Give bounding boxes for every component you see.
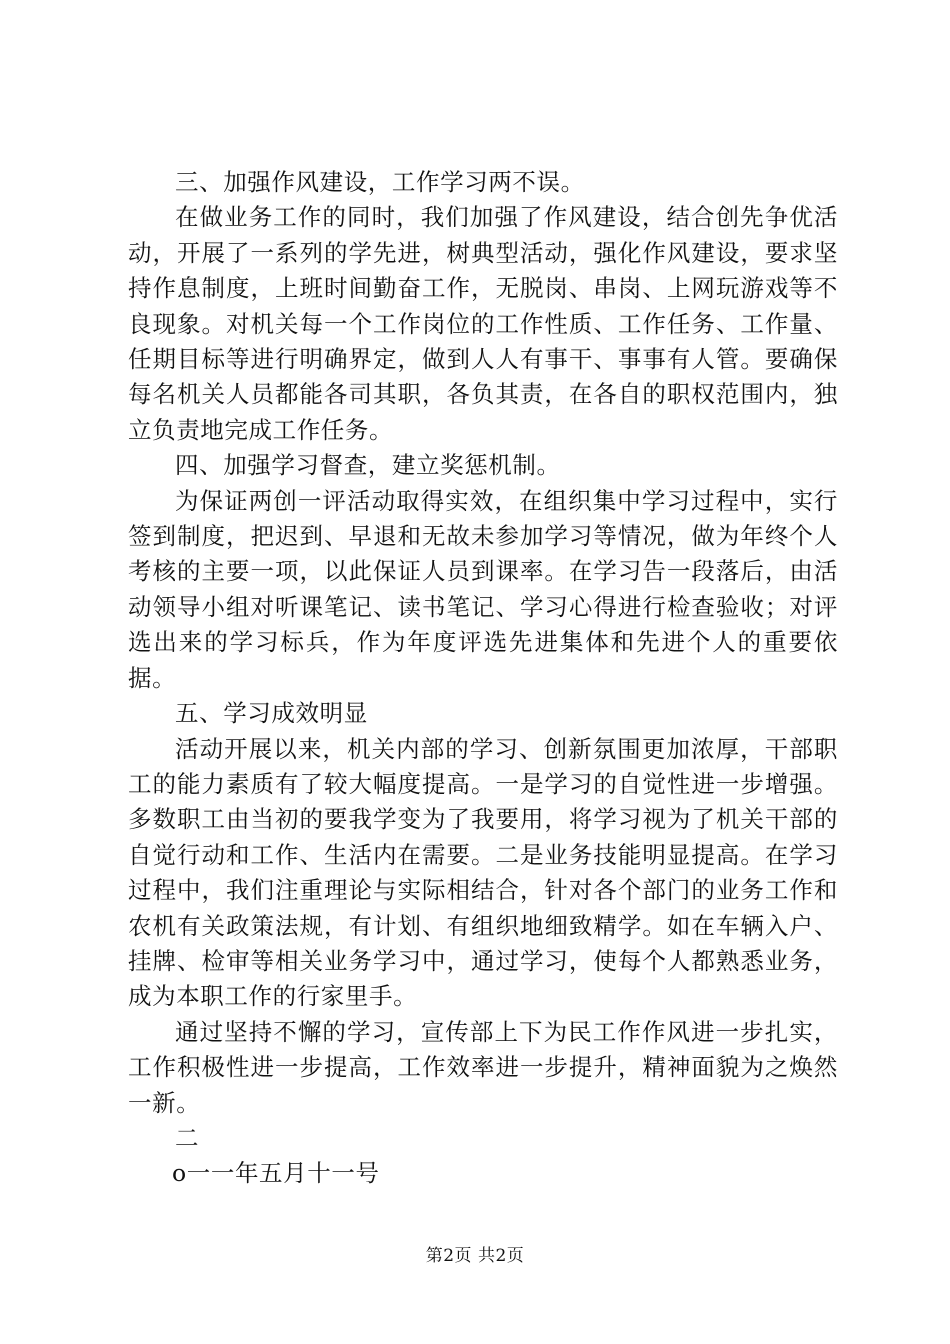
section-heading-5: 五、学习成效明显 — [175, 699, 368, 728]
page-number-footer: 第2页 共2页 — [425, 1246, 525, 1266]
body-paragraph: 为保证两创一评活动取得实效，在组织集中学习过程中，实行签到制度，把迟到、早退和无故未参加学习等情况，做为年终个人考核的主要一项，以此保证人员到课率。在学习告一段落后，由活动领导小组对听课笔记、读书笔记、学习心得进行检查验收；对评选出来的学习标兵，作为年度评选先进集体和先进个人的重要依据。 — [128, 486, 838, 692]
body-paragraph: 在做业务工作的同时，我们加强了作风建设，结合创先争优活动，开展了一系列的学先进，树典型活动，强化作风建设，要求坚持作息制度，上班时间勤奋工作，无脱岗、串岗、上网玩游戏等不良现象。对机关每一个工作岗位的工作性质、工作任务、工作量、任期目标等进行明确界定，做到人人有事干、事事有人管。要确保每名机关人员都能各司其职，各负其责，在各自的职权范围内，独立负责地完成工作任务。 — [128, 203, 838, 444]
section-heading-4: 四、加强学习督查，建立奖惩机制。 — [175, 451, 561, 480]
section-heading-3: 三、加强作风建设，工作学习两不误。 — [175, 168, 585, 196]
signature-line: 二 — [175, 1123, 200, 1152]
document-body — [128, 165, 838, 1192]
document-date: o一一年五月十一号 — [172, 1159, 380, 1188]
closing-paragraph: 通过坚持不懈的学习，宣传部上下为民工作作风进一步扎实，工作积极性进一步提高，工作效率进一步提升，精神面貌为之焕然一新。 — [128, 1017, 838, 1117]
body-paragraph: 活动开展以来，机关内部的学习、创新氛围更加浓厚，干部职工的能力素质有了较大幅度提高。一是学习的自觉性进一步增强。多数职工由当初的要我学变为了我要用，将学习视为了机关干部的自觉行动和工作、生活内在需要。二是业务技能明显提高。在学习过程中，我们注重理论与实际相结合，针对各个部门的业务工作和农机有关政策法规，有计划、有组织地细致精学。如在车辆入户、挂牌、检审等相关业务学习中，通过学习，使每个人都熟悉业务，成为本职工作的行家里手。 — [128, 734, 838, 1011]
